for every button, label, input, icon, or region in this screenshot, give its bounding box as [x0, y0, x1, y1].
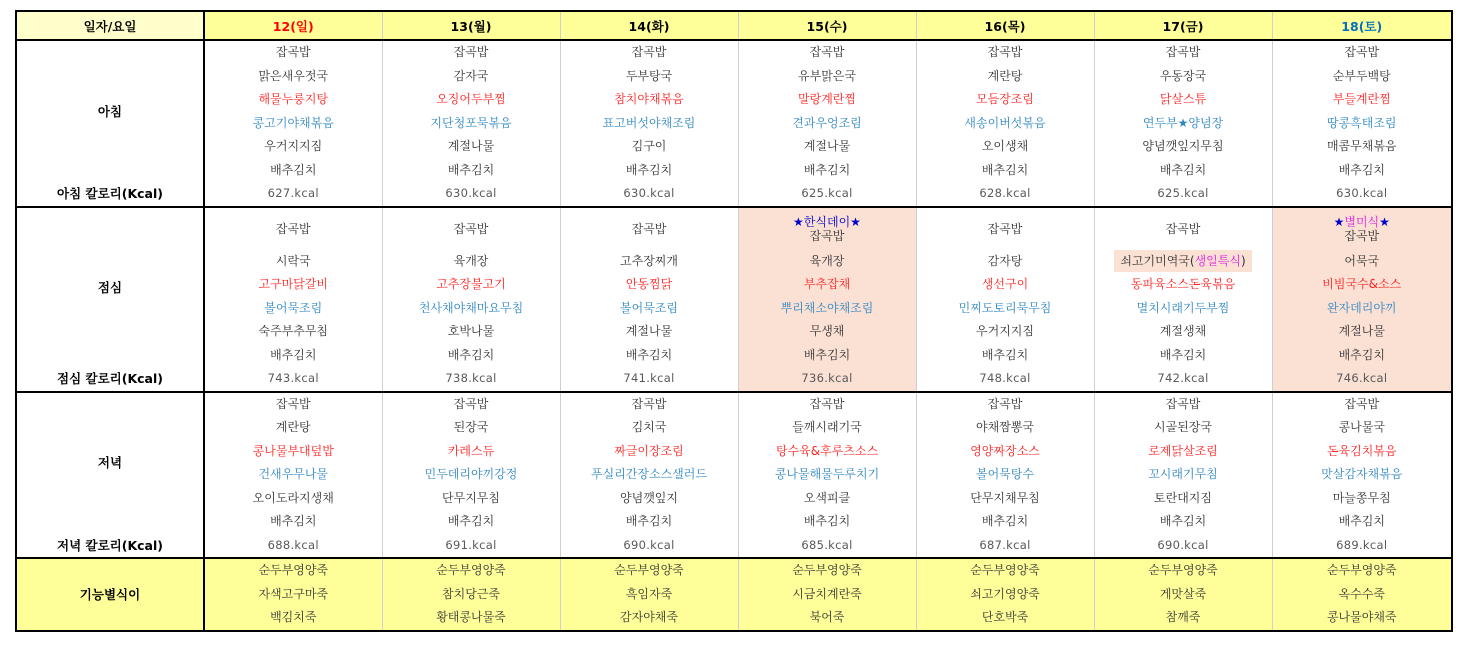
lunch-menu-item: 고추장불고기	[382, 273, 560, 297]
breakfast-menu-item: 감자국	[382, 65, 560, 89]
dinner-menu-item: 된장국	[382, 416, 560, 440]
dinner-menu-item: 돈육김치볶음	[1272, 440, 1452, 464]
day-header-sunday: 12(일)	[204, 11, 382, 40]
lunch-menu-item-text: 잡곡밥	[1344, 228, 1380, 243]
lunch-menu-item: 고구마닭갈비	[204, 273, 382, 297]
special-diet-label: 기능별식이	[16, 558, 204, 631]
breakfast-menu-item: 순부두백탕	[1272, 65, 1452, 89]
breakfast-calorie-label: 아침 칼로리(Kcal)	[16, 182, 204, 207]
dinner-menu-item: 토란대지짐	[1094, 487, 1272, 511]
special-diet-item: 참치당근죽	[382, 583, 560, 607]
lunch-calorie-value: 748.kcal	[916, 367, 1094, 392]
lunch-menu-item: 어묵국	[1272, 250, 1452, 274]
lunch-menu-item: 호박나물	[382, 320, 560, 344]
lunch-calorie-row	[16, 367, 1452, 392]
lunch-calorie-value: 743.kcal	[204, 367, 382, 392]
star-icon: ★	[1379, 214, 1390, 229]
lunch-menu-item: 민찌도토리묵무침	[916, 297, 1094, 321]
breakfast-row	[16, 88, 1452, 112]
dinner-menu-item: 영양짜장소스	[916, 440, 1094, 464]
breakfast-menu-item: 잡곡밥	[738, 40, 916, 65]
dinner-menu-item: 단무지무침	[382, 487, 560, 511]
date-day-header: 일자/요일	[16, 11, 204, 40]
dinner-menu-item: 들깨시래기국	[738, 416, 916, 440]
star-icon: ★	[1333, 214, 1345, 229]
dinner-menu-item: 로제닭살조림	[1094, 440, 1272, 464]
dinner-menu-item: 잡곡밥	[204, 392, 382, 417]
lunch-calorie-value: 736.kcal	[738, 367, 916, 392]
breakfast-row	[16, 159, 1452, 183]
lunch-menu-item: 멸치시래기두부찜	[1094, 297, 1272, 321]
lunch-menu-item: 시락국	[204, 250, 382, 274]
breakfast-menu-item: 계절나물	[738, 135, 916, 159]
dinner-menu-item: 맛살감자채볶음	[1272, 463, 1452, 487]
birthday-tag: 생일특식	[1194, 253, 1241, 268]
dinner-calorie-value: 687.kcal	[916, 534, 1094, 559]
lunch-menu-item: 고추장찌개	[560, 250, 738, 274]
dinner-calorie-value: 690.kcal	[560, 534, 738, 559]
lunch-menu-item: 계절나물	[1272, 320, 1452, 344]
breakfast-label: 아침	[16, 40, 204, 182]
breakfast-menu-item: 매콤무채볶음	[1272, 135, 1452, 159]
lunch-calorie-value: 741.kcal	[560, 367, 738, 392]
lunch-menu-item: 감자탕	[916, 250, 1094, 274]
lunch-menu-item: 우거지지짐	[916, 320, 1094, 344]
lunch-menu-item: 완자데리야끼	[1272, 297, 1452, 321]
breakfast-menu-item: 잡곡밥	[1272, 40, 1452, 65]
breakfast-menu-item: 배추김치	[1272, 159, 1452, 183]
dinner-menu-item: 잡곡밥	[916, 392, 1094, 417]
lunch-calorie-value: 746.kcal	[1272, 367, 1452, 392]
dinner-menu-item: 시골된장국	[1094, 416, 1272, 440]
breakfast-menu-item: 닭살스튜	[1094, 88, 1272, 112]
breakfast-menu-item: 배추김치	[382, 159, 560, 183]
dinner-calorie-value: 691.kcal	[382, 534, 560, 559]
lunch-menu-item: 배추김치	[382, 344, 560, 368]
special-diet-item: 게맛살죽	[1094, 583, 1272, 607]
special-diet-item: 순두부영양죽	[382, 558, 560, 583]
lunch-menu-item: 숙주부추무침	[204, 320, 382, 344]
special-diet-item: 북어죽	[738, 606, 916, 631]
lunch-row	[16, 250, 1452, 274]
lunch-menu-item-text: 잡곡밥	[809, 228, 845, 243]
lunch-menu-item: 계절생채	[1094, 320, 1272, 344]
breakfast-menu-item: 배추김치	[916, 159, 1094, 183]
breakfast-row	[16, 112, 1452, 136]
lunch-menu-item: 육개장	[382, 250, 560, 274]
weekly-menu-table	[15, 10, 1453, 632]
korean-day-banner: ★한식데이★	[793, 214, 861, 229]
breakfast-calorie-value: 628.kcal	[916, 182, 1094, 207]
dinner-menu-item: 꼬시래기무침	[1094, 463, 1272, 487]
dinner-menu-item: 볼어묵탕수	[916, 463, 1094, 487]
breakfast-menu-item: 잡곡밥	[1094, 40, 1272, 65]
breakfast-menu-item: 말랑계란찜	[738, 88, 916, 112]
special-diet-item: 순두부영양죽	[738, 558, 916, 583]
lunch-menu-item	[1272, 207, 1452, 250]
dinner-menu-item: 야채짬뽕국	[916, 416, 1094, 440]
lunch-menu-item: 볼어묵조림	[560, 297, 738, 321]
dinner-row	[16, 440, 1452, 464]
lunch-menu-item: 잡곡밥	[1094, 207, 1272, 250]
breakfast-menu-item: 배추김치	[560, 159, 738, 183]
dinner-menu-item: 배추김치	[560, 510, 738, 534]
breakfast-calorie-row	[16, 182, 1452, 207]
dinner-calorie-value: 689.kcal	[1272, 534, 1452, 559]
dinner-calorie-value: 685.kcal	[738, 534, 916, 559]
dinner-row	[16, 510, 1452, 534]
dinner-menu-item: 계란탕	[204, 416, 382, 440]
special-diet-row	[16, 558, 1452, 583]
breakfast-menu-item: 지단청포묵볶음	[382, 112, 560, 136]
lunch-menu-item: 잡곡밥	[916, 207, 1094, 250]
special-diet-item: 단호박죽	[916, 606, 1094, 631]
breakfast-menu-item: 잡곡밥	[382, 40, 560, 65]
breakfast-menu-item: 두부탕국	[560, 65, 738, 89]
special-diet-row	[16, 583, 1452, 607]
special-diet-item: 순두부영양죽	[204, 558, 382, 583]
dinner-menu-item: 배추김치	[916, 510, 1094, 534]
special-diet-item: 백김치죽	[204, 606, 382, 631]
lunch-menu-item	[1094, 250, 1272, 274]
special-diet-item: 감자야채죽	[560, 606, 738, 631]
header-row	[16, 11, 1452, 40]
breakfast-menu-item: 우동장국	[1094, 65, 1272, 89]
special-diet-item: 쇠고기영양죽	[916, 583, 1094, 607]
dinner-calorie-value: 688.kcal	[204, 534, 382, 559]
lunch-row	[16, 297, 1452, 321]
special-diet-item: 황태콩나물죽	[382, 606, 560, 631]
dinner-menu-item: 배추김치	[1272, 510, 1452, 534]
breakfast-calorie-value: 630.kcal	[1272, 182, 1452, 207]
breakfast-menu-item: 계절나물	[382, 135, 560, 159]
dinner-menu-item: 양념깻잎지	[560, 487, 738, 511]
dinner-row	[16, 392, 1452, 417]
lunch-menu-item-text: 쇠고기미역국(	[1120, 253, 1195, 268]
special-diet-row	[16, 606, 1452, 631]
dinner-menu-item: 배추김치	[382, 510, 560, 534]
special-diet-item: 순두부영양죽	[560, 558, 738, 583]
dinner-calorie-label: 저녁 칼로리(Kcal)	[16, 534, 204, 559]
special-diet-item: 순두부영양죽	[916, 558, 1094, 583]
lunch-menu-item: 안동찜닭	[560, 273, 738, 297]
special-diet-item: 콩나물야채죽	[1272, 606, 1452, 631]
lunch-menu-item: 볼어묵조림	[204, 297, 382, 321]
dinner-row	[16, 463, 1452, 487]
breakfast-menu-item: 잡곡밥	[560, 40, 738, 65]
breakfast-menu-item: 부들계란찜	[1272, 88, 1452, 112]
special-meal-banner	[1273, 215, 1452, 229]
breakfast-menu-item: 계란탕	[916, 65, 1094, 89]
lunch-label: 점심	[16, 207, 204, 368]
breakfast-row	[16, 65, 1452, 89]
dinner-menu-item: 푸실리간장소스샐러드	[560, 463, 738, 487]
breakfast-menu-item: 참치야채볶음	[560, 88, 738, 112]
special-diet-item: 시금치계란죽	[738, 583, 916, 607]
special-diet-item: 순두부영양죽	[1094, 558, 1272, 583]
lunch-menu-item: 배추김치	[1094, 344, 1272, 368]
birthday-menu: 쇠고기미역국(생일특식)	[1114, 250, 1251, 272]
breakfast-menu-item: 배추김치	[1094, 159, 1272, 183]
lunch-menu-item: 배추김치	[204, 344, 382, 368]
dinner-row	[16, 416, 1452, 440]
dinner-menu-item: 잡곡밥	[382, 392, 560, 417]
special-diet-item: 흑임자죽	[560, 583, 738, 607]
day-header-saturday: 18(토)	[1272, 11, 1452, 40]
special-meal-label: 별미식	[1344, 214, 1380, 229]
dinner-calorie-row	[16, 534, 1452, 559]
dinner-menu-item: 배추김치	[204, 510, 382, 534]
dinner-menu-item: 오이도라지생채	[204, 487, 382, 511]
lunch-menu-item: 뿌리채소야채조림	[738, 297, 916, 321]
dinner-menu-item: 잡곡밥	[560, 392, 738, 417]
lunch-menu-item: 생선구이	[916, 273, 1094, 297]
lunch-menu-item: 배추김치	[560, 344, 738, 368]
lunch-menu-item: 육개장	[738, 250, 916, 274]
lunch-menu-item: 배추김치	[1272, 344, 1452, 368]
breakfast-menu-item: 우거지지짐	[204, 135, 382, 159]
dinner-menu-item: 짜글이장조림	[560, 440, 738, 464]
breakfast-menu-item: 모듬장조림	[916, 88, 1094, 112]
lunch-menu-item: 잡곡밥	[204, 207, 382, 250]
lunch-calorie-label: 점심 칼로리(Kcal)	[16, 367, 204, 392]
menu-body	[16, 40, 1452, 631]
breakfast-calorie-value: 627.kcal	[204, 182, 382, 207]
dinner-menu-item: 배추김치	[738, 510, 916, 534]
breakfast-menu-item: 해물누룽지탕	[204, 88, 382, 112]
dinner-menu-item: 잡곡밥	[1094, 392, 1272, 417]
lunch-menu-item	[738, 207, 916, 250]
breakfast-menu-item: 오이생채	[916, 135, 1094, 159]
lunch-menu-item: 잡곡밥	[382, 207, 560, 250]
day-header-tuesday: 14(화)	[560, 11, 738, 40]
lunch-menu-item: 배추김치	[916, 344, 1094, 368]
dinner-menu-item: 카레스듀	[382, 440, 560, 464]
breakfast-menu-item: 오징어두부찜	[382, 88, 560, 112]
lunch-menu-item: 잡곡밥	[560, 207, 738, 250]
breakfast-menu-item: 김구이	[560, 135, 738, 159]
breakfast-menu-item: 양념깻잎지무침	[1094, 135, 1272, 159]
lunch-menu-item: 부추잡채	[738, 273, 916, 297]
day-header-friday: 17(금)	[1094, 11, 1272, 40]
breakfast-menu-item: 유부맑은국	[738, 65, 916, 89]
breakfast-row	[16, 135, 1452, 159]
day-header-wednesday: 15(수)	[738, 11, 916, 40]
breakfast-menu-item: 새송이버섯볶음	[916, 112, 1094, 136]
dinner-menu-item: 오색피클	[738, 487, 916, 511]
dinner-menu-item: 단무지채무침	[916, 487, 1094, 511]
special-diet-item: 자색고구마죽	[204, 583, 382, 607]
dinner-row	[16, 487, 1452, 511]
lunch-row	[16, 344, 1452, 368]
special-diet-item: 참깨죽	[1094, 606, 1272, 631]
lunch-menu-item: 배추김치	[738, 344, 916, 368]
lunch-row	[16, 207, 1452, 250]
breakfast-calorie-value: 625.kcal	[738, 182, 916, 207]
dinner-menu-item: 민두데리야끼강정	[382, 463, 560, 487]
breakfast-calorie-value: 630.kcal	[560, 182, 738, 207]
special-diet-item: 옥수수죽	[1272, 583, 1452, 607]
breakfast-menu-item: 견과우엉조림	[738, 112, 916, 136]
lunch-calorie-value: 742.kcal	[1094, 367, 1272, 392]
dinner-menu-item: 마늘쫑무침	[1272, 487, 1452, 511]
dinner-calorie-value: 690.kcal	[1094, 534, 1272, 559]
dinner-menu-item: 건새우무나물	[204, 463, 382, 487]
dinner-menu-item: 김치국	[560, 416, 738, 440]
breakfast-menu-item: 표고버섯야채조림	[560, 112, 738, 136]
dinner-menu-item: 잡곡밥	[738, 392, 916, 417]
lunch-menu-item: 무생채	[738, 320, 916, 344]
breakfast-menu-item: 연두부★양념장	[1094, 112, 1272, 136]
special-diet-item: 순두부영양죽	[1272, 558, 1452, 583]
lunch-calorie-value: 738.kcal	[382, 367, 560, 392]
dinner-menu-item: 콩나물해물두루치기	[738, 463, 916, 487]
breakfast-menu-item: 배추김치	[738, 159, 916, 183]
lunch-menu-item: 계절나물	[560, 320, 738, 344]
breakfast-menu-item: 잡곡밥	[916, 40, 1094, 65]
lunch-row	[16, 320, 1452, 344]
dinner-menu-item: 콩나물국	[1272, 416, 1452, 440]
breakfast-menu-item: 맑은새우젓국	[204, 65, 382, 89]
day-header-thursday: 16(목)	[916, 11, 1094, 40]
breakfast-calorie-value: 625.kcal	[1094, 182, 1272, 207]
breakfast-menu-item: 콩고기야채볶음	[204, 112, 382, 136]
dinner-menu-item: 탕수육&후루츠소스	[738, 440, 916, 464]
breakfast-menu-item: 배추김치	[204, 159, 382, 183]
day-header-monday: 13(월)	[382, 11, 560, 40]
lunch-row	[16, 273, 1452, 297]
breakfast-menu-item: 잡곡밥	[204, 40, 382, 65]
dinner-menu-item: 콩나물부대덮밥	[204, 440, 382, 464]
lunch-menu-item: 동파육소스돈육볶음	[1094, 273, 1272, 297]
dinner-label: 저녁	[16, 392, 204, 534]
breakfast-menu-item: 땅콩흑태조림	[1272, 112, 1452, 136]
breakfast-row	[16, 40, 1452, 65]
dinner-menu-item: 잡곡밥	[1272, 392, 1452, 417]
lunch-menu-item: 비빔국수&소스	[1272, 273, 1452, 297]
lunch-menu-item: 천사채야채마요무침	[382, 297, 560, 321]
dinner-menu-item: 배추김치	[1094, 510, 1272, 534]
breakfast-calorie-value: 630.kcal	[382, 182, 560, 207]
